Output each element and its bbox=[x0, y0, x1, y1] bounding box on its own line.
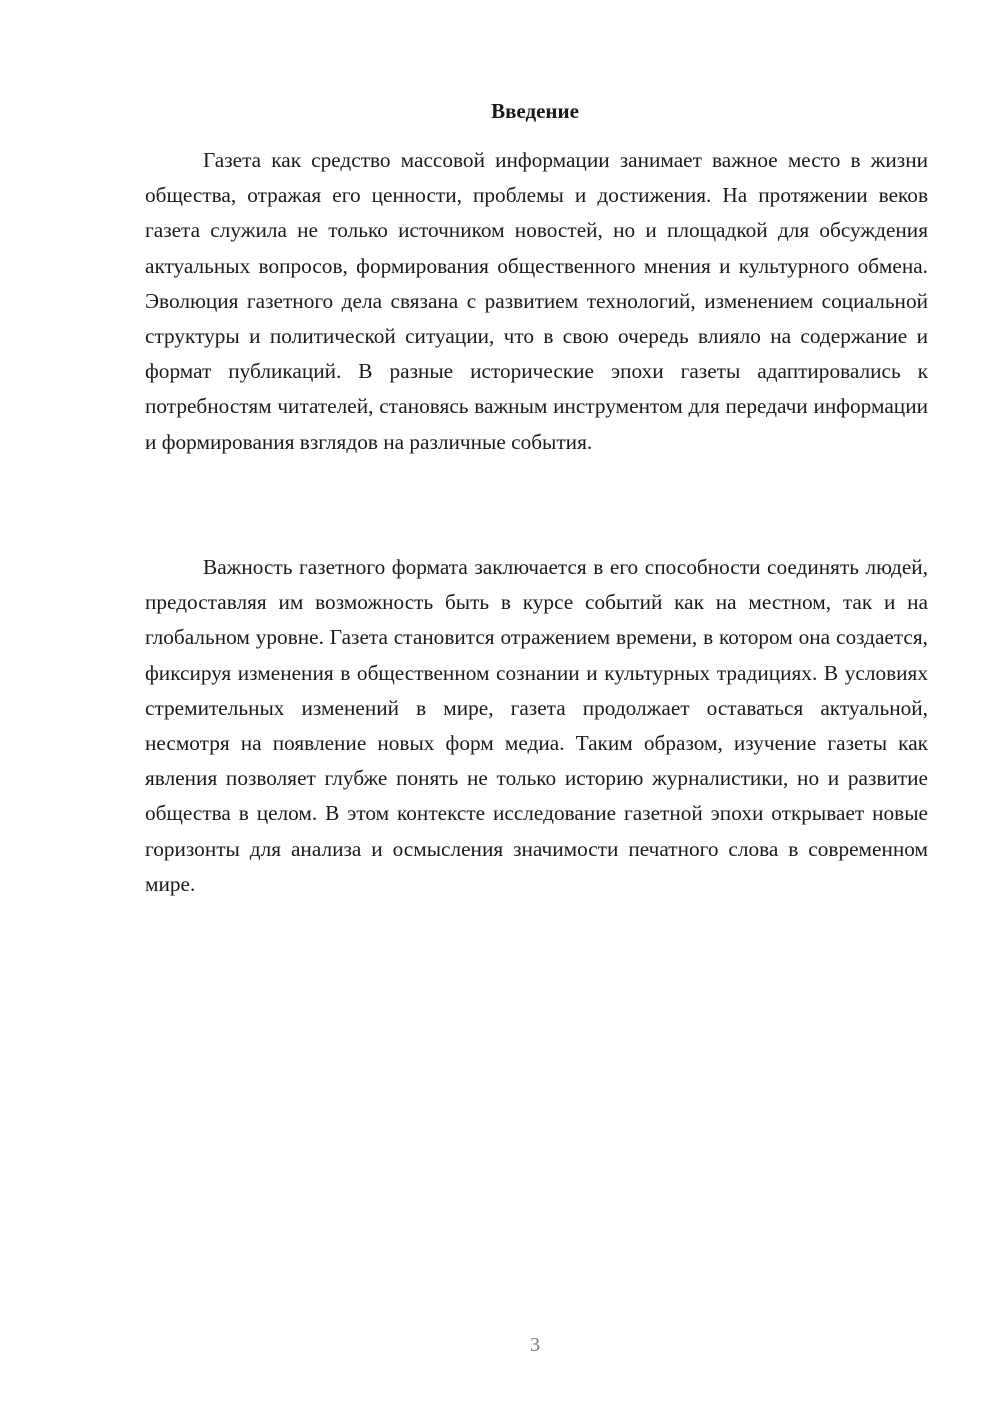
paragraph-intro: Газета как средство массовой информации занимает важное место в жизни общества, отражая его ценности, проблемы и достижения. На протяжении веков газета служила не только источником новостей, но и площадкой для обсуждения актуальных вопросов, формирования общественного мнения и культурного обмена. Эволюция газетного дела связана с развитием технологий, изменением социальной структуры и политической ситуации, что в свою очередь влияло на содержание и формат публикаций. В разные исторические эпохи газеты адаптировались к потребностям читателей, становясь важным инструментом для передачи информации и формирования взглядов на различные события. bbox=[145, 148, 928, 454]
page-number: 3 bbox=[530, 1334, 540, 1356]
section-heading: Введение bbox=[491, 99, 579, 123]
paragraph-importance: Важность газетного формата заключается в его способности соединять людей, предоставляя им возможность быть в курсе событий как на местном, так и на глобальном уровне. Газета становится отражением времени, в котором она создается, фиксируя изменения в общественном сознании и культурных традициях. В условиях стремительных изменений в мире, газета продолжает оставаться актуальной, несмотря на появление новых форм медиа. Таким образом, изучение газеты как явления позволяет глубже понять не только историю журналистики, но и развитие общества в целом. В этом контексте исследование газетной эпохи открывает новые горизонты для анализа и осмысления значимости печатного слова в современном мире. bbox=[145, 555, 928, 896]
